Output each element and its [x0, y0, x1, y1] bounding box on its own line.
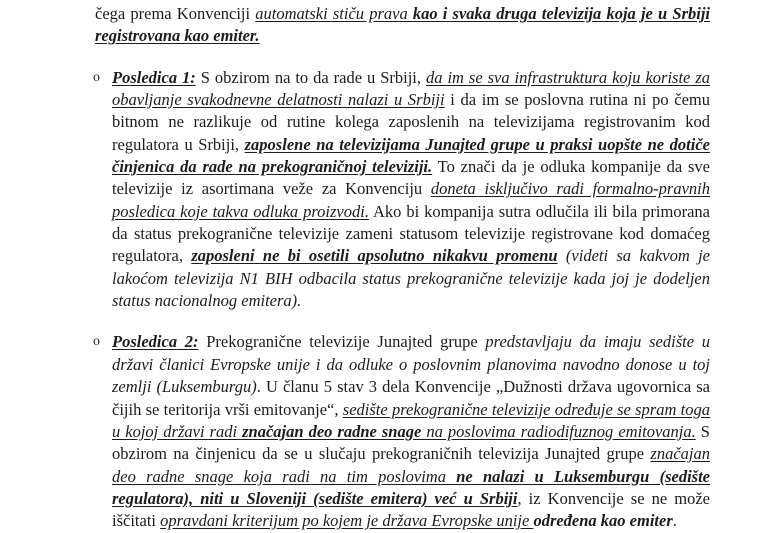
text-run: automatski stiču prava	[255, 4, 413, 23]
text-run: zaposleni ne bi osetili apsolutno nikakvu promenu	[191, 246, 558, 266]
text-run: Prekogranične televizije Junajted grupe	[198, 332, 486, 352]
text-run: (videti sa kakvom je lakoćom televizija N1 BIH odbacila status prekogranične televizije kada joj je dodeljen status nacionalnog emitera).	[112, 246, 710, 311]
text-run: zaposlene na televizijama Junajted grupe u praksi uopšte ne dotiče činjenica da rade na prekograničnoj televiziji.	[112, 134, 711, 177]
document-body	[95, 3, 710, 533]
text-run: opravdani kriterijum po kojem je država Evropske unije	[160, 511, 534, 531]
bullet-marker: o	[93, 69, 100, 85]
text-run: kao i svaka druga televizija koja je u Srbiji registrovana kao emiter.	[95, 4, 710, 46]
text-run: određena kao emiter	[533, 511, 673, 531]
text-run: predstavljaju da imaju sedište u državi članici Evropske unije i da odluke o poslovnim planovima navodno donose u toj zemlji (Luksemburgu)	[112, 332, 710, 397]
posledica-1-label: Posledica 1:	[112, 67, 196, 87]
text-run: čega prema Konvenciji	[95, 4, 256, 23]
text-run: na poslovima radiodifuznog emitovanja.	[421, 421, 696, 441]
text-run: značajan deo radne snage	[242, 421, 422, 441]
posledica-1-paragraph	[93, 67, 711, 313]
text-run: značajan deo radne snage koja radi na tim poslovima	[112, 444, 710, 486]
text-run: .	[672, 511, 677, 531]
bullet-marker: o	[93, 334, 100, 350]
text-run: S obzirom na to da rade u Srbiji,	[195, 67, 426, 87]
text-run: i da im se poslovna rutina ni po čemu bitnom ne razlikuje od rutine kolega zaposlenih na televizijama registrovanim kod regulatora u Srbiji,	[112, 90, 710, 154]
text-run: S obzirom na činjenicu da se u slučaju prekograničnih televizija Junajted grupe	[112, 421, 710, 464]
text-run: . U članu 5 stav 3 dela Konvencije „Dužnosti država ugovornica sa čijih se teritorija vrši emitovanje“,	[112, 377, 710, 419]
text-run: doneta isključivo radi formalno-pravnih posledica koje takva odluka proizvodi.	[112, 179, 710, 221]
posledica-2-paragraph	[93, 331, 711, 532]
posledica-2-label: Posledica 2:	[112, 332, 199, 352]
text-run: sedište prekogranične televizije određuje se spram toga u kojoj državi radi	[112, 399, 711, 441]
text-run: To znači da je odluka kompanije da sve televizije iz asortimana veže za Konvenciju	[112, 157, 710, 199]
text-run: , iz Konvencije se ne može iščitati	[112, 488, 710, 531]
text-run: Ako bi kompanija sutra odlučila ili bila primorana da status prekogranične televizije zameni statusom televizije registrovane kod domaćeg regulatora,	[112, 201, 710, 266]
text-run: ne nalazi u Luksemburgu (sedište regulatora), niti u Sloveniji (sedište emitera) već u Srbiji	[112, 466, 710, 508]
intro-continuation-paragraph	[95, 3, 710, 48]
text-run: da im se sva infrastruktura koju koriste za obavljanje svakodnevne delatnosti nalazi u Srbiji	[112, 67, 711, 110]
